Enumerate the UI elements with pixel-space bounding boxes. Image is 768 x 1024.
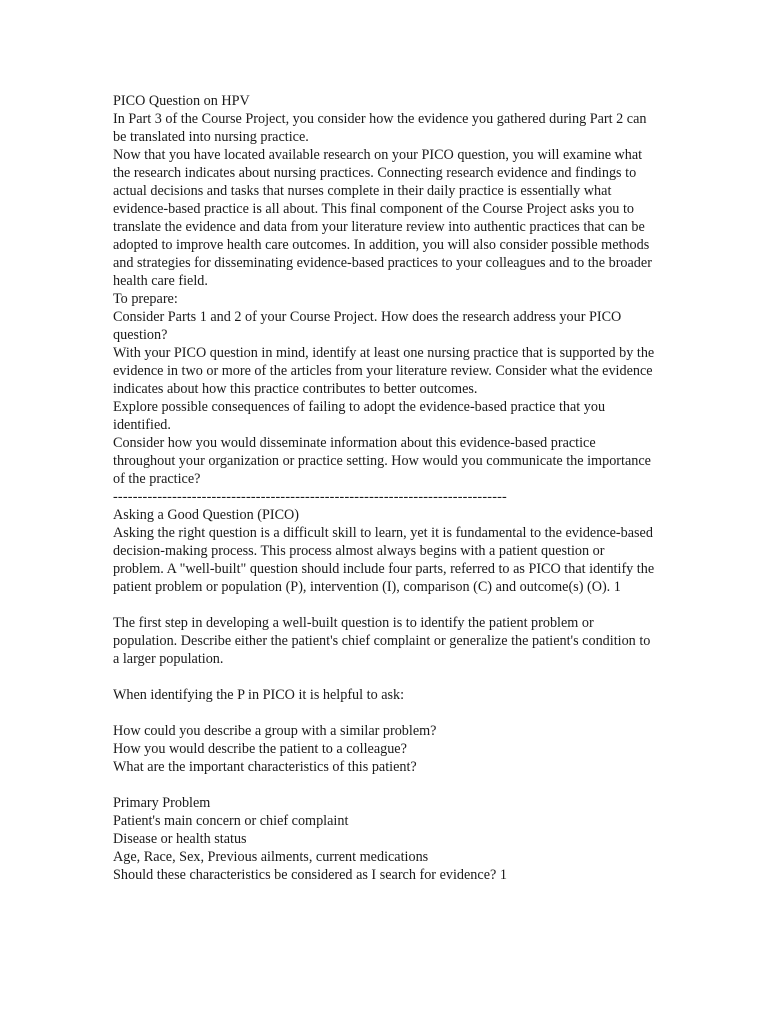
section-paragraph-1: Asking the right question is a difficult skill to learn, yet it is fundamental to the evidence-based decision-making process. This process almost always begins with a patient question or problem. A "well-built" question should include four parts, referred to as PICO that identify the patient problem or population (P), intervention (I), comparison (C) and outcome(s) (O). 1 [113, 525, 655, 595]
paragraph-spacer [113, 776, 658, 794]
ask-item: How could you describe a group with a similar problem? [113, 723, 437, 739]
paragraph-spacer [113, 704, 658, 722]
primary-problem-heading: Primary Problem [113, 795, 211, 811]
prepare-heading: To prepare: [113, 291, 178, 307]
prepare-item: Consider how you would disseminate information about this evidence-based practice throughout your organization or practice setting. How would you communicate the importance of the practice? [113, 435, 651, 487]
primary-problem-item: Patient's main concern or chief complaint [113, 813, 349, 829]
section-heading: Asking a Good Question (PICO) [113, 507, 300, 523]
section-divider: -------------------------------------------------------------------------------- [113, 489, 507, 505]
ask-item: What are the important characteristics of this patient? [113, 759, 417, 775]
prepare-item: Consider Parts 1 and 2 of your Course Project. How does the research address your PICO question? [113, 309, 622, 343]
paragraph-spacer [113, 668, 658, 686]
primary-problem-item: Age, Race, Sex, Previous ailments, current medications [113, 849, 429, 865]
primary-problem-item: Should these characteristics be considered as I search for evidence? 1 [113, 867, 507, 883]
primary-problem-item: Disease or health status [113, 831, 247, 847]
intro-paragraph-2: Now that you have located available research on your PICO question, you will examine what the research indicates about nursing practices. Connecting research evidence and findings to actual decisions and tasks that nurses complete in their daily practice is essentially what evidence-based practice is all about. This final component of the Course Project asks you to translate the evidence and data from your literature review into authentic practices that can be adopted to improve health care outcomes. In addition, you will also consider possible methods and strategies for disseminating evidence-based practices to your colleagues and to the broader health care field. [113, 147, 652, 289]
intro-paragraph-1: In Part 3 of the Course Project, you consider how the evidence you gathered during Part 2 can be translated into nursing practice. [113, 111, 647, 145]
ask-item: How you would describe the patient to a colleague? [113, 741, 407, 757]
document-body [113, 92, 658, 884]
section-paragraph-2: The first step in developing a well-built question is to identify the patient problem or population. Describe either the patient's chief complaint or generalize the patient's condition to a larger population. [113, 615, 651, 667]
prepare-item: Explore possible consequences of failing to adopt the evidence-based practice that you identified. [113, 399, 606, 433]
document-title: PICO Question on HPV [113, 93, 250, 109]
prepare-item: With your PICO question in mind, identify at least one nursing practice that is supported by the evidence in two or more of the articles from your literature review. Consider what the evidence indicates about how this practice contributes to better outcomes. [113, 345, 655, 397]
paragraph-spacer [113, 596, 658, 614]
section-paragraph-3: When identifying the P in PICO it is helpful to ask: [113, 687, 405, 703]
